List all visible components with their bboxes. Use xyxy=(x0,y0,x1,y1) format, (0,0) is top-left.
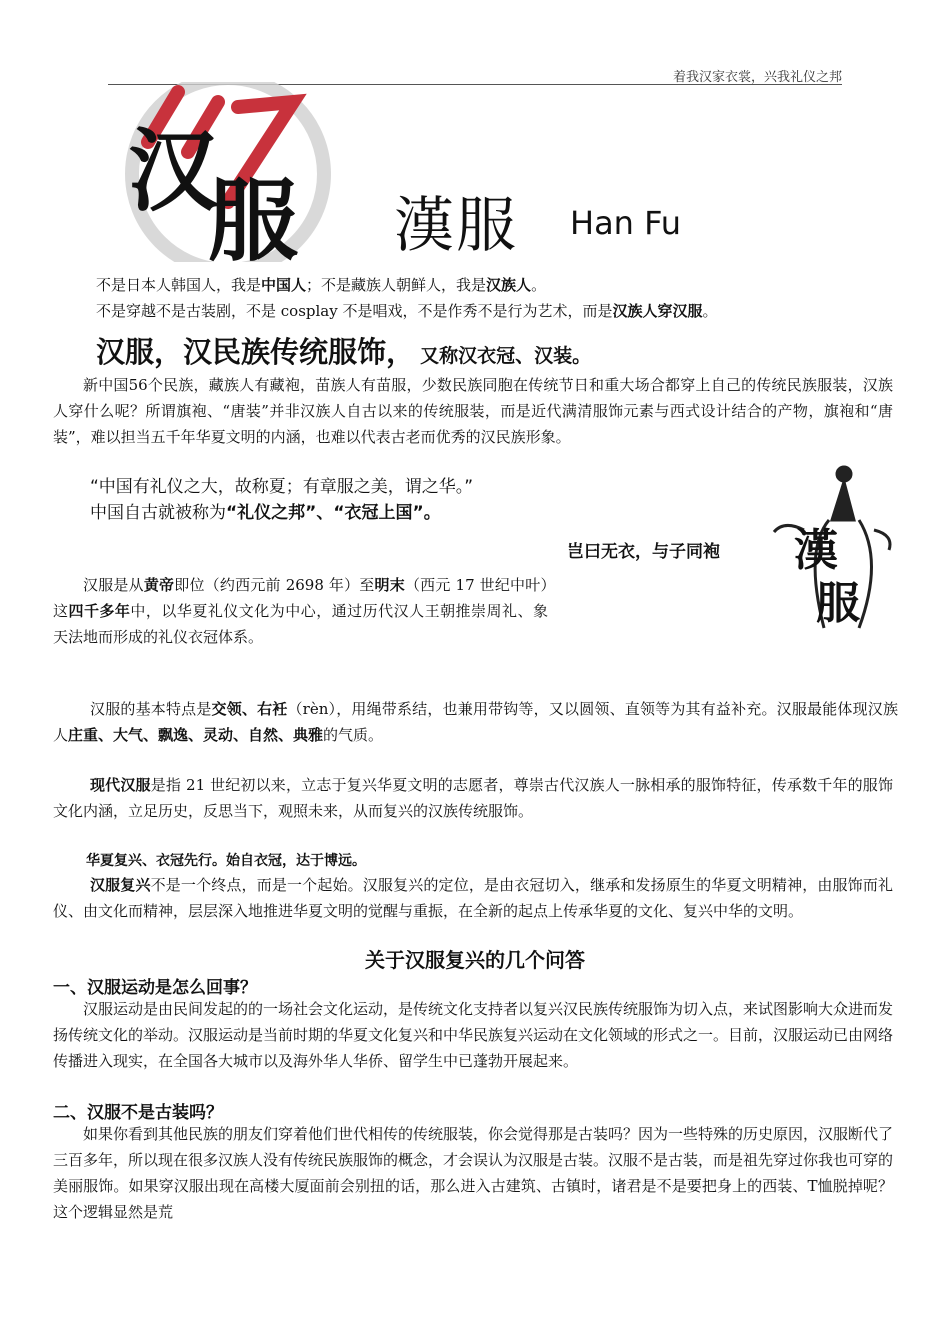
intro-line-2-run: 。 xyxy=(702,302,718,320)
page-title-english: Han Fu xyxy=(570,204,682,242)
logo-glyph-1: 汉 xyxy=(128,118,218,224)
quote-line-1: “中国有礼仪之大，故称夏；有章服之美，谓之华。” xyxy=(90,477,474,497)
intro-line-1-run: ；不是藏族人朝鲜人，我是 xyxy=(306,276,487,294)
features-run: 的气质。 xyxy=(323,726,384,744)
history-run: 明末 xyxy=(374,576,405,594)
headline-big: 汉服，汉民族传统服饰， xyxy=(96,335,416,369)
features-run: 汉服的基本特点是 xyxy=(90,700,212,718)
headline xyxy=(96,330,591,371)
intro-line-1-run: 汉族人 xyxy=(486,276,532,294)
history-run: （西元 17 世纪中叶）这 xyxy=(53,576,548,620)
page-title: 漢服 xyxy=(394,191,518,261)
answer-2: 如果你看到其他民族的朋友们穿着他们世代相传的传统服装，你会觉得那是古装吗？因为一些特殊的历史原因，汉服断代了三百多年，所以现在很多汉族人没有传统民族服饰的概念，才会误认为汉服是古装。汉服不是古装，而是祖先穿过你我也可穿的美丽服饰。如果穿汉服出现在高楼大厦面前会别扭的话，那么进入古建筑、古镇时，诸君是不是要把身上的西装、T恤脱掉呢？这个逻辑显然是荒 xyxy=(53,1125,894,1221)
paragraph-features xyxy=(53,696,898,748)
modern-hanfu-run: 是指 21 世纪初以来，立志于复兴华夏文明的志愿者，尊崇古代汉族人一脉相承的服饰特征，传承数千年的服饰文化内涵，立足历史，反思当下，观照未来，从而复兴的汉族传统服饰。 xyxy=(53,776,893,820)
modern-hanfu-run: 现代汉服 xyxy=(90,776,151,794)
paragraph-revival xyxy=(53,872,893,924)
question-1: 一、汉服运动是怎么回事？ xyxy=(53,978,257,998)
history-run: 中，以华夏礼仪文化为中心，通过历代汉人王朝推崇周礼、象天法地而形成的礼仪衣冠体系。 xyxy=(53,602,548,646)
answer-1: 汉服运动是由民间发起的的一场社会文化运动，是传统文化支持者以复兴汉民族传统服饰为切入点，来试图影响大众进而发扬传统文化的举动。汉服运动是当前时期的华夏文化复兴和中华民族复兴运动在文化领域的形式之一。目前，汉服运动已由网络传播进入现实，在全国各大城市以及海外华人华侨、留学生中已蓬勃开展起来。 xyxy=(53,1000,894,1070)
features-run: 交领、右衽 xyxy=(211,700,288,718)
figure-caption: 岂曰无衣，与子同袍 xyxy=(567,542,720,562)
history-run: 四千多年 xyxy=(68,602,131,620)
intro-line-1 xyxy=(96,272,546,298)
figure-glyph-2: 服 xyxy=(816,578,860,629)
intro-line-1-run: 不是日本人韩国人，我是 xyxy=(96,276,262,294)
intro-line-1-run: 。 xyxy=(531,276,547,294)
history-run: 黄帝 xyxy=(143,576,175,594)
slogan: 华夏复兴、衣冠先行。始自衣冠，达于博远。 xyxy=(86,853,366,869)
intro-line-1-run: 中国人 xyxy=(261,276,307,294)
revival-run: 汉服复兴 xyxy=(90,876,151,894)
features-run: （rèn），用绳带系结，也兼用带钩等，又以圆领、直领等为其有益补充。汉服最能体现汉族人 xyxy=(53,700,898,744)
hanfu-logo xyxy=(108,82,340,262)
logo-glyph-2: 服 xyxy=(208,168,298,262)
intro-line-2-run: 不是穿越不是古装剧，不是 cosplay 不是唱戏，不是作秀不是行为艺术，而是 xyxy=(96,302,613,320)
paragraph-history xyxy=(53,572,548,650)
intro-line-2 xyxy=(96,298,718,324)
history-run: 即位（约西元前 2698 年）至 xyxy=(174,576,375,594)
paragraph-intro: 新中国56个民族，藏族人有藏袍，苗族人有苗服，少数民族同胞在传统节日和重大场合都穿上自己的传统民族服装，汉族人穿什么呢？所谓旗袍、“唐装”并非汉族人自古以来的传统服装，而是近代满清服饰元素与西式设计结合的产物，旗袍和“唐装”，难以担当五千年华夏文明的内涵，也难以代表古老而优秀的汉民族形象。 xyxy=(53,376,893,446)
intro-line-2-run: 汉族人穿汉服 xyxy=(612,302,703,320)
headline-small: 又称汉衣冠、汉装。 xyxy=(420,345,592,367)
qa-section-title: 关于汉服复兴的几个问答 xyxy=(365,948,585,972)
revival-run: 不是一个终点，而是一个起始。汉服复兴的定位，是由衣冠切入，继承和发扬原生的华夏文明精神，由服饰而礼仪、由文化而精神，层层深入地推进华夏文明的觉醒与重振，在全新的起点上传承华夏的文化、复兴中华的文明。 xyxy=(53,876,893,920)
figure-glyph-1: 漢 xyxy=(794,525,838,576)
running-header: 着我汉家衣裳，兴我礼仪之邦 xyxy=(672,70,842,85)
quote-line-2b: “礼仪之邦”、“衣冠上国”。 xyxy=(226,503,441,523)
question-2: 二、汉服不是古装吗？ xyxy=(53,1103,223,1123)
history-run: 汉服是从 xyxy=(83,576,144,594)
quote-line-2 xyxy=(90,498,441,523)
features-run: 庄重、大气、飘逸、灵动、自然、典雅 xyxy=(68,726,324,744)
quote-line-2a: 中国自古就被称为 xyxy=(90,503,226,523)
paragraph-modern-hanfu xyxy=(53,772,893,824)
